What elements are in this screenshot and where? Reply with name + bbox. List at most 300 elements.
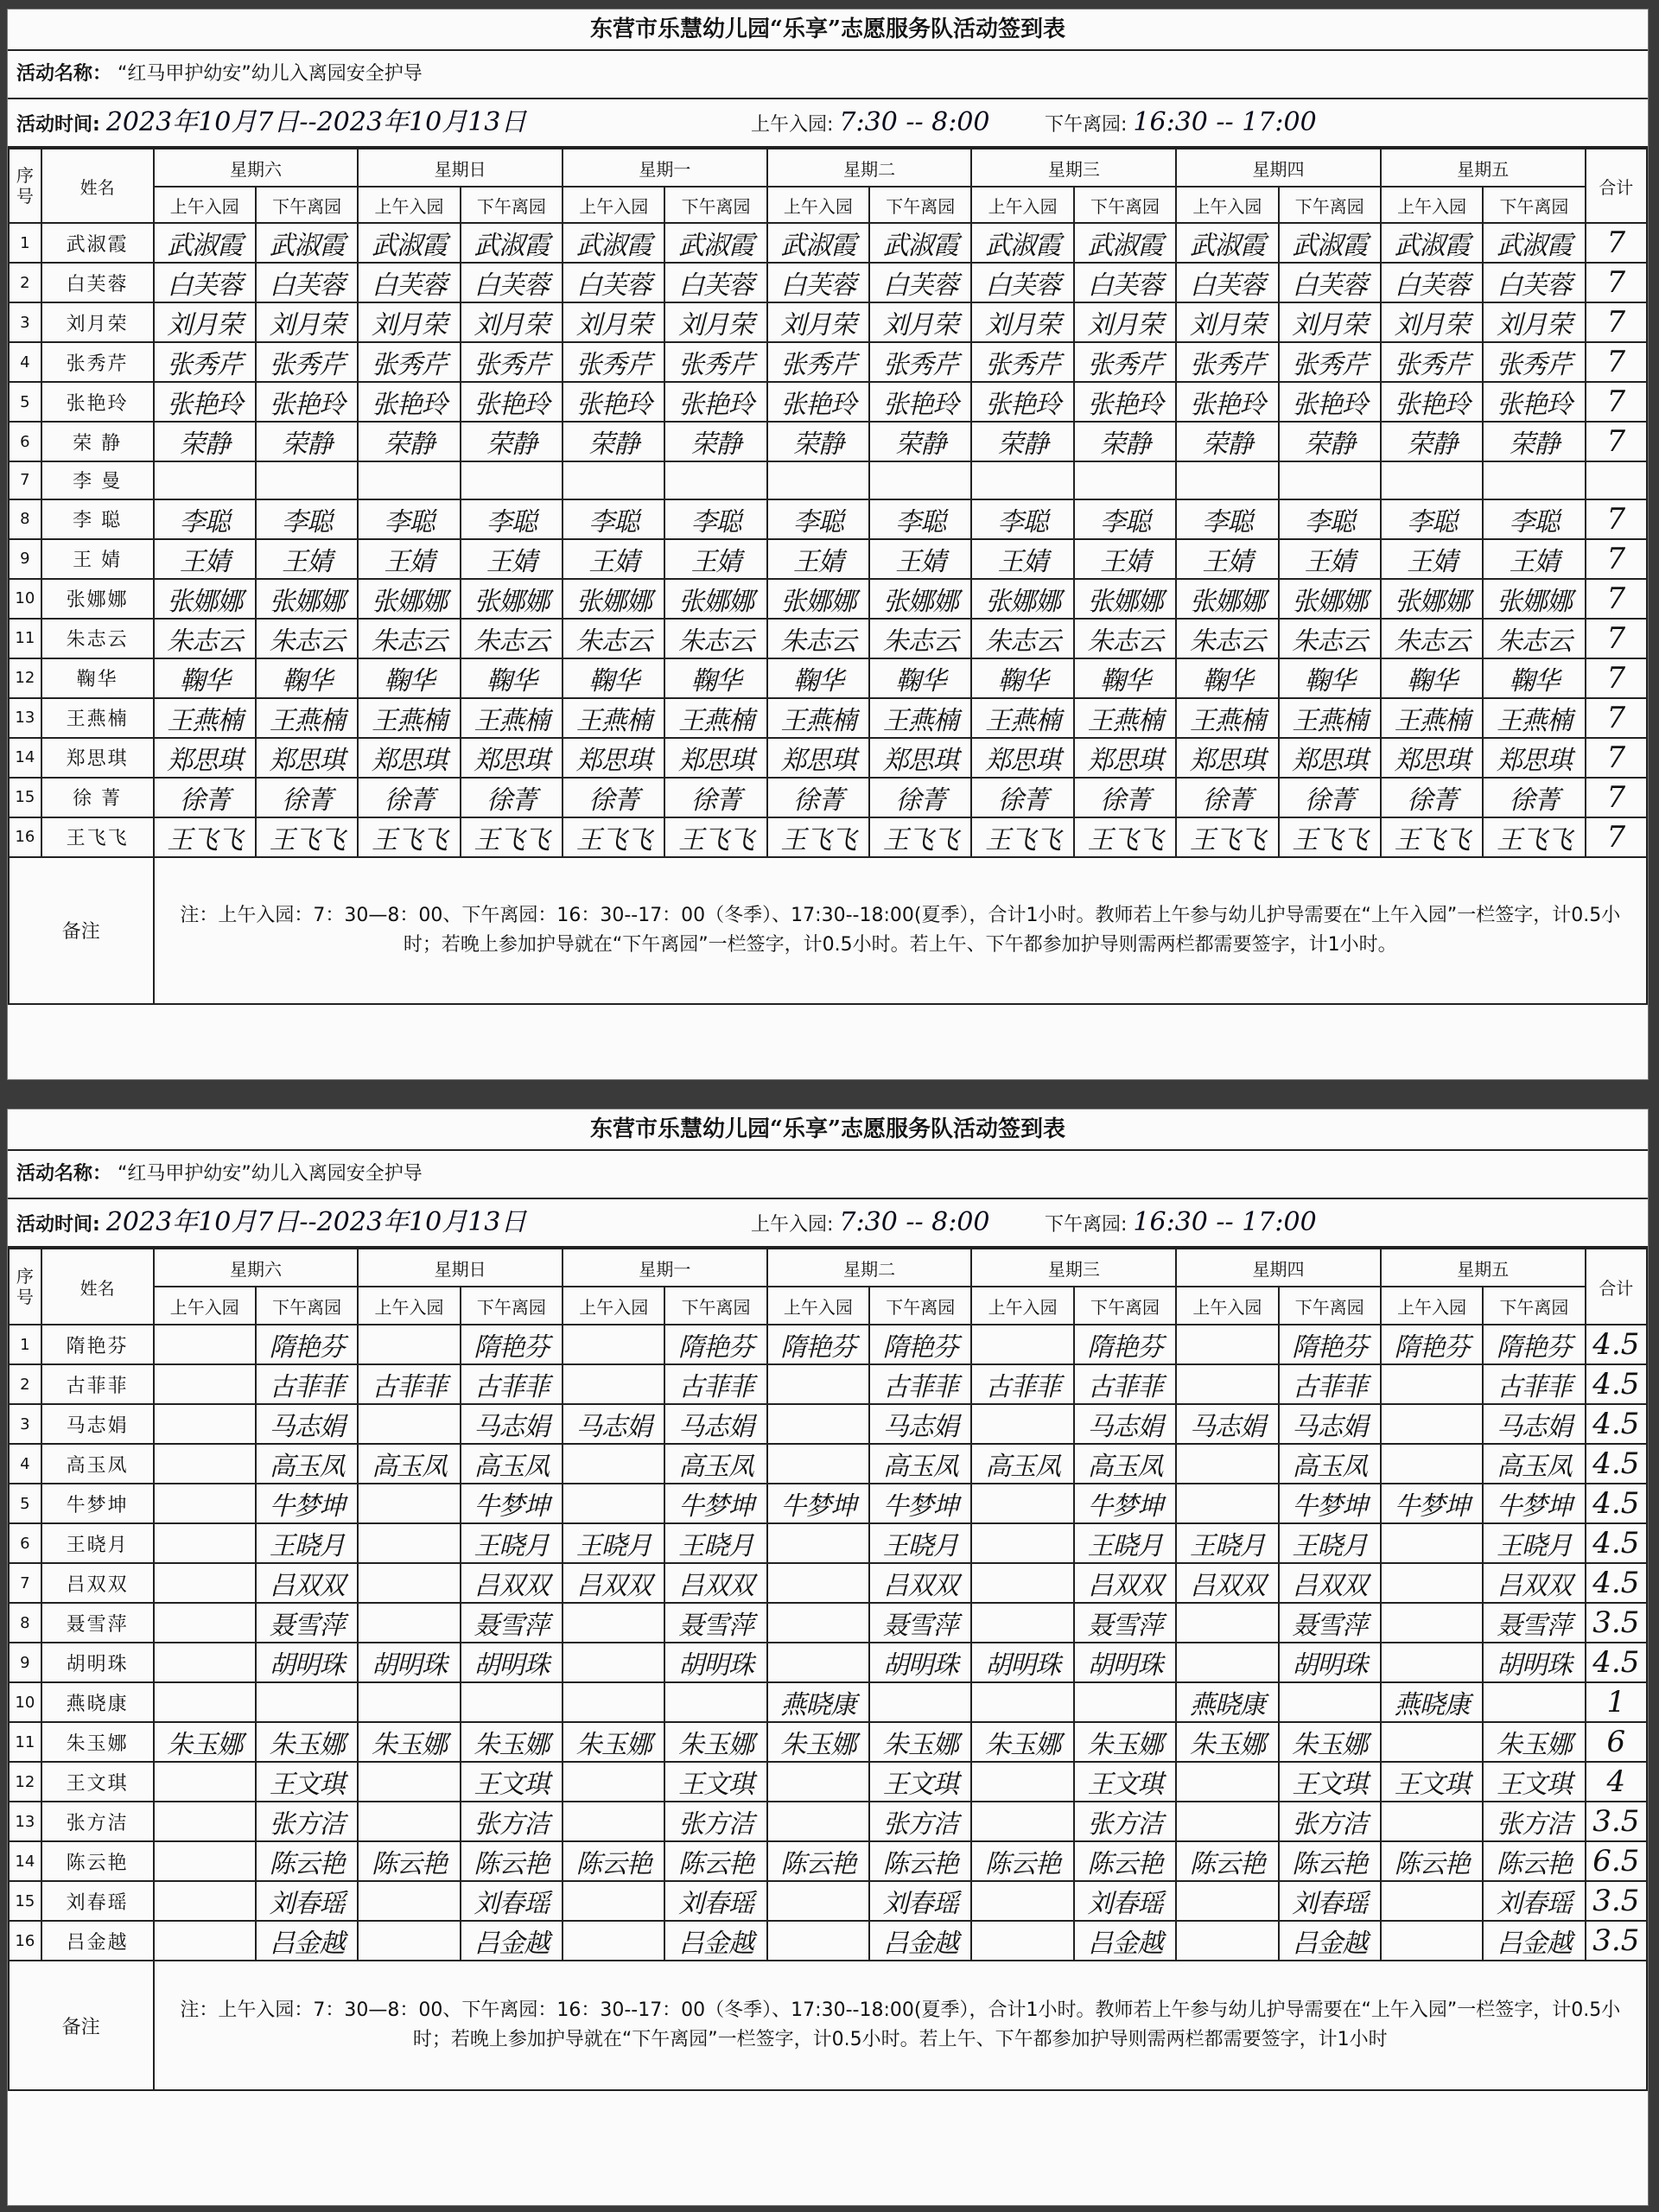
signature: 李聪: [792, 506, 843, 537]
pm-sign-cell: [1483, 1563, 1585, 1603]
am-sign-cell: [767, 499, 869, 539]
pm-header: 下午离园: [664, 1287, 766, 1325]
am-sign-cell: [767, 1682, 869, 1722]
row-name: 朱玉娜: [41, 1722, 154, 1762]
pm-sign-cell: [461, 778, 563, 817]
signature: 张艳玲: [882, 390, 958, 420]
signature: 张艳玲: [575, 390, 652, 420]
signature: 郑思琪: [575, 745, 652, 776]
signature: 刘月荣: [882, 310, 958, 340]
pm-sign-cell: [256, 1523, 358, 1563]
am-sign-cell: [358, 1563, 460, 1603]
remarks-label: 备注: [9, 1961, 154, 2090]
signature: 武淑霞: [780, 231, 856, 261]
pm-header: 下午离园: [869, 1287, 971, 1325]
pm-sign-cell: [461, 1364, 563, 1404]
signature: 隋艳芬: [474, 1332, 550, 1363]
am-sign-cell: [1176, 698, 1278, 738]
signature: 张艳玲: [371, 390, 447, 420]
pm-sign-cell: [1279, 461, 1381, 499]
am-sign-cell: [358, 579, 460, 619]
signature: 李聪: [282, 506, 333, 537]
am-sign-cell: [563, 1643, 664, 1682]
pm-sign-cell: [1483, 738, 1585, 778]
sheet-title: 东营市乐慧幼儿园“乐享”志愿服务队活动签到表: [8, 1109, 1648, 1151]
pm-sign-cell: [664, 658, 766, 698]
pm-sign-cell: [1279, 499, 1381, 539]
row-total: 3.5: [1586, 1881, 1647, 1921]
am-value: 7:30 -- 8:00: [839, 1207, 990, 1237]
row-total: 6: [1586, 1722, 1647, 1762]
pm-sign-cell: [1279, 698, 1381, 738]
am-sign-cell: [1381, 263, 1483, 302]
signature: 张秀芹: [371, 350, 447, 380]
pm-header: 下午离园: [1074, 187, 1176, 223]
pm-sign-cell: [869, 1523, 971, 1563]
pm-header: 下午离园: [1074, 1287, 1176, 1325]
signature: 陈云艳: [1189, 1849, 1265, 1879]
am-sign-cell: [767, 1603, 869, 1643]
remarks-label: 备注: [9, 857, 154, 1004]
table-row: [9, 619, 1647, 658]
time-value: 2023年10月7日--2023年10月13日: [105, 107, 527, 137]
signature: 王婧: [997, 546, 1048, 577]
am-sign-cell: [971, 461, 1073, 499]
am-label: 上午入园:: [751, 1214, 834, 1236]
row-total: 4.5: [1586, 1523, 1647, 1563]
signature: 隋艳芬: [1394, 1332, 1470, 1363]
am-sign-cell: [154, 619, 256, 658]
row-seq: 2: [9, 1364, 41, 1404]
row-seq: 7: [9, 461, 41, 499]
pm-sign-cell: [1483, 1841, 1585, 1881]
signature: 武淑霞: [1394, 231, 1470, 261]
pm-header: 下午离园: [1279, 1287, 1381, 1325]
signature: 郑思琪: [780, 745, 856, 776]
pm-sign-cell: [1483, 1444, 1585, 1484]
pm-sign-cell: [1074, 1523, 1176, 1563]
signature: 朱玉娜: [985, 1730, 1061, 1760]
signature: 张艳玲: [780, 390, 856, 420]
signature: 李聪: [486, 506, 537, 537]
am-sign-cell: [154, 1682, 256, 1722]
pm-sign-cell: [256, 1881, 358, 1921]
am-sign-cell: [154, 499, 256, 539]
signature: 隋艳芬: [269, 1332, 345, 1363]
signature: 王燕楠: [1394, 705, 1470, 736]
pm-sign-cell: [461, 1722, 563, 1762]
am-sign-cell: [563, 382, 664, 422]
table-row: [9, 1444, 1647, 1484]
am-sign-cell: [1381, 499, 1483, 539]
table-row: [9, 1603, 1647, 1643]
signature: 张艳玲: [1189, 390, 1265, 420]
signature: 古菲菲: [678, 1372, 754, 1402]
signature: 王晓月: [1292, 1531, 1368, 1561]
signature: 朱玉娜: [1496, 1730, 1572, 1760]
signature: 白芙蓉: [1292, 270, 1368, 301]
signature: 吕双双: [678, 1571, 754, 1601]
pm-sign-cell: [869, 1643, 971, 1682]
signature: 张艳玲: [985, 390, 1061, 420]
row-total: 1: [1586, 1682, 1647, 1722]
am-sign-cell: [1176, 1841, 1278, 1881]
pm-sign-cell: [256, 1682, 358, 1722]
signature: 陈云艳: [1394, 1849, 1470, 1879]
pm-sign-cell: [1483, 382, 1585, 422]
am-sign-cell: [1381, 1722, 1483, 1762]
day-header: 星期五: [1381, 1249, 1586, 1287]
signature: 吕双双: [882, 1571, 958, 1601]
activity-time-row: [8, 99, 1648, 148]
row-total: 7: [1586, 539, 1647, 579]
am-sign-cell: [154, 1404, 256, 1444]
am-sign-cell: [767, 1643, 869, 1682]
signature: 陈云艳: [575, 1849, 652, 1879]
signature: 王文琪: [269, 1770, 345, 1800]
row-total: 3.5: [1586, 1802, 1647, 1841]
row-total: 7: [1586, 698, 1647, 738]
pm-sign-cell: [461, 461, 563, 499]
signature: 朱玉娜: [474, 1730, 550, 1760]
signature: 王燕楠: [1496, 705, 1572, 736]
remarks-note: 注：上午入园：7：30—8：00、下午离园：16：30--17：00（冬季）、17:30--18:00(夏季），合计1小时。教师若上午参与幼儿护导需要在“上午入园”一栏签字，计0.5小时；若晚上参加护导就在“下午离园”一栏签字，计0.5小时。若上午、下午都参加护导则需两栏都需要签字，计1小时。: [154, 857, 1647, 1004]
signature: 马志娟: [1189, 1412, 1265, 1442]
am-sign-cell: [358, 817, 460, 857]
pm-sign-cell: [1074, 1404, 1176, 1444]
am-sign-cell: [1176, 1364, 1278, 1404]
pm-sign-cell: [1074, 738, 1176, 778]
signature: 古菲菲: [1087, 1372, 1163, 1402]
signature: 吕双双: [269, 1571, 345, 1601]
pm-sign-cell: [461, 579, 563, 619]
row-seq: 8: [9, 499, 41, 539]
signature: 荣静: [690, 429, 741, 460]
am-sign-cell: [971, 1484, 1073, 1523]
signature: 胡明珠: [985, 1650, 1061, 1681]
signature: 陈云艳: [678, 1849, 754, 1879]
table-row: [9, 738, 1647, 778]
signature: 王燕楠: [985, 705, 1061, 736]
signature: 陈云艳: [1087, 1849, 1163, 1879]
pm-sign-cell: [256, 778, 358, 817]
signature: 马志娟: [678, 1412, 754, 1442]
pm-sign-cell: [1483, 619, 1585, 658]
signature: 张娜娜: [167, 586, 243, 617]
signature: 张方洁: [1292, 1809, 1368, 1840]
pm-sign-cell: [1483, 461, 1585, 499]
signature: 徐菁: [1407, 785, 1458, 816]
am-header: 上午入园: [1176, 187, 1278, 223]
am-sign-cell: [563, 1563, 664, 1603]
signature: 刘月荣: [575, 310, 652, 340]
day-header: 星期一: [563, 149, 767, 187]
signature: 王燕楠: [474, 705, 550, 736]
signature: 隋艳芬: [1087, 1332, 1163, 1363]
signature: 郑思琪: [1496, 745, 1572, 776]
signature: 聂雪萍: [1496, 1611, 1572, 1641]
am-sign-cell: [358, 382, 460, 422]
signature: 刘月荣: [1394, 310, 1470, 340]
am-sign-cell: [358, 1921, 460, 1961]
am-sign-cell: [1176, 263, 1278, 302]
am-sign-cell: [1381, 461, 1483, 499]
day-header: 星期六: [154, 1249, 359, 1287]
am-sign-cell: [358, 422, 460, 461]
pm-sign-cell: [869, 302, 971, 342]
signature: 张娜娜: [985, 586, 1061, 617]
signature: 吕金越: [882, 1929, 958, 1959]
am-label: 上午入园:: [751, 114, 834, 136]
pm-sign-cell: [256, 1325, 358, 1364]
row-name: 张娜娜: [41, 579, 154, 619]
am-sign-cell: [563, 342, 664, 382]
day-header: 星期三: [971, 1249, 1176, 1287]
am-sign-cell: [1176, 1603, 1278, 1643]
signature: 古菲菲: [1292, 1372, 1368, 1402]
pm-sign-cell: [1483, 1921, 1585, 1961]
pm-sign-cell: [1483, 1364, 1585, 1404]
pm-sign-cell: [664, 302, 766, 342]
signature: 武淑霞: [474, 231, 550, 261]
signature: 张秀芹: [269, 350, 345, 380]
table-row: [9, 499, 1647, 539]
pm-sign-cell: [461, 1325, 563, 1364]
signature: 朱玉娜: [1292, 1730, 1368, 1760]
am-sign-cell: [971, 422, 1073, 461]
am-sign-cell: [563, 223, 664, 263]
pm-sign-cell: [1074, 1325, 1176, 1364]
pm-sign-cell: [664, 1881, 766, 1921]
am-sign-cell: [971, 302, 1073, 342]
signature: 徐菁: [1100, 785, 1150, 816]
pm-sign-cell: [1074, 1682, 1176, 1722]
table-row: [9, 698, 1647, 738]
pm-sign-cell: [256, 1643, 358, 1682]
day-header: 星期四: [1176, 1249, 1381, 1287]
am-sign-cell: [971, 1841, 1073, 1881]
row-seq: 2: [9, 263, 41, 302]
am-sign-cell: [563, 1523, 664, 1563]
pm-sign-cell: [256, 1802, 358, 1841]
pm-header: 下午离园: [1279, 187, 1381, 223]
signature: 王飞飞: [167, 824, 243, 855]
signature: 张方洁: [269, 1809, 345, 1840]
am-sign-cell: [1381, 1603, 1483, 1643]
am-sign-cell: [1176, 1762, 1278, 1802]
signature: 牛梦坤: [1292, 1491, 1368, 1522]
row-seq: 11: [9, 619, 41, 658]
pm-sign-cell: [1074, 263, 1176, 302]
am-sign-cell: [1176, 382, 1278, 422]
row-total: 7: [1586, 778, 1647, 817]
signature: 王燕楠: [1189, 705, 1265, 736]
pm-sign-cell: [869, 1881, 971, 1921]
row-seq: 10: [9, 1682, 41, 1722]
am-sign-cell: [1381, 342, 1483, 382]
am-sign-cell: [1381, 817, 1483, 857]
am-sign-cell: [563, 1841, 664, 1881]
pm-sign-cell: [1483, 1325, 1585, 1364]
am-sign-cell: [358, 1523, 460, 1563]
signature: 王晓月: [1496, 1531, 1572, 1561]
pm-sign-cell: [256, 263, 358, 302]
activity-name-row: [8, 51, 1648, 99]
am-header: 上午入园: [767, 187, 869, 223]
am-sign-cell: [358, 619, 460, 658]
signature: 王晓月: [1189, 1531, 1265, 1561]
table-row: [9, 461, 1647, 499]
signature: 刘月荣: [985, 310, 1061, 340]
pm-sign-cell: [1279, 1444, 1381, 1484]
pm-sign-cell: [1483, 1484, 1585, 1523]
signature: 鞠华: [1202, 665, 1253, 696]
signature: 吕金越: [1087, 1929, 1163, 1959]
pm-sign-cell: [869, 461, 971, 499]
pm-sign-cell: [461, 302, 563, 342]
pm-sign-cell: [1483, 539, 1585, 579]
signature: 刘春瑶: [474, 1889, 550, 1919]
row-name: 吕双双: [41, 1563, 154, 1603]
signature: 李聪: [1100, 506, 1150, 537]
pm-sign-cell: [1279, 658, 1381, 698]
am-sign-cell: [1381, 619, 1483, 658]
signature: 高玉凤: [1496, 1452, 1572, 1482]
row-name: 李 曼: [41, 461, 154, 499]
am-sign-cell: [767, 1325, 869, 1364]
signature: 古菲菲: [474, 1372, 550, 1402]
signature: 张娜娜: [575, 586, 652, 617]
row-total: 4.5: [1586, 1444, 1647, 1484]
pm-sign-cell: [1074, 499, 1176, 539]
am-sign-cell: [971, 539, 1073, 579]
pm-sign-cell: [664, 1444, 766, 1484]
am-sign-cell: [563, 738, 664, 778]
row-name: 王飞飞: [41, 817, 154, 857]
pm-sign-cell: [664, 1325, 766, 1364]
signature: 陈云艳: [780, 1849, 856, 1879]
am-sign-cell: [767, 539, 869, 579]
pm-sign-cell: [664, 698, 766, 738]
am-sign-cell: [1176, 1444, 1278, 1484]
signature: 白芙蓉: [985, 270, 1061, 301]
am-sign-cell: [1381, 223, 1483, 263]
am-sign-cell: [767, 422, 869, 461]
pm-sign-cell: [1074, 1563, 1176, 1603]
table-row: [9, 1921, 1647, 1961]
am-sign-cell: [154, 539, 256, 579]
signature: 隋艳芬: [1496, 1332, 1572, 1363]
signature: 马志娟: [575, 1412, 652, 1442]
table-row: [9, 1802, 1647, 1841]
signature: 朱志云: [1496, 626, 1572, 657]
signature: 徐菁: [997, 785, 1048, 816]
pm-sign-cell: [461, 698, 563, 738]
row-name: 马志娟: [41, 1404, 154, 1444]
signature: 武淑霞: [269, 231, 345, 261]
row-seq: 7: [9, 1563, 41, 1603]
am-sign-cell: [563, 778, 664, 817]
am-sign-cell: [767, 1762, 869, 1802]
pm-sign-cell: [869, 1484, 971, 1523]
row-total: 4.5: [1586, 1404, 1647, 1444]
am-sign-cell: [1381, 1404, 1483, 1444]
am-sign-cell: [971, 1722, 1073, 1762]
table-row: [9, 302, 1647, 342]
seq-header: 序号: [9, 149, 41, 223]
signature: 吕双双: [1087, 1571, 1163, 1601]
am-sign-cell: [1381, 579, 1483, 619]
pm-sign-cell: [869, 1722, 971, 1762]
signature: 隋艳芬: [678, 1332, 754, 1363]
row-seq: 4: [9, 342, 41, 382]
am-sign-cell: [1381, 1802, 1483, 1841]
row-total: 7: [1586, 658, 1647, 698]
signature: 张艳玲: [474, 390, 550, 420]
am-sign-cell: [1381, 422, 1483, 461]
pm-sign-cell: [1483, 1682, 1585, 1722]
signature: 武淑霞: [1496, 231, 1572, 261]
signature: 刘月荣: [1496, 310, 1572, 340]
pm-sign-cell: [1074, 1841, 1176, 1881]
signature: 聂雪萍: [678, 1611, 754, 1641]
signature: 李聪: [895, 506, 946, 537]
signature: 张艳玲: [678, 390, 754, 420]
pm-sign-cell: [869, 263, 971, 302]
am-sign-cell: [1176, 1523, 1278, 1563]
row-total: 3.5: [1586, 1921, 1647, 1961]
signature: 牛梦坤: [780, 1491, 856, 1522]
row-seq: 10: [9, 579, 41, 619]
am-sign-cell: [154, 382, 256, 422]
pm-sign-cell: [256, 1722, 358, 1762]
pm-sign-cell: [1279, 1563, 1381, 1603]
pm-sign-cell: [256, 422, 358, 461]
am-sign-cell: [154, 1444, 256, 1484]
am-sign-cell: [1381, 1762, 1483, 1802]
signature: 刘春瑶: [678, 1889, 754, 1919]
am-sign-cell: [767, 579, 869, 619]
pm-sign-cell: [1279, 1921, 1381, 1961]
signature: 王晓月: [575, 1531, 652, 1561]
pm-sign-cell: [461, 658, 563, 698]
signature: 张娜娜: [1189, 586, 1265, 617]
pm-value: 16:30 -- 17:00: [1133, 1207, 1317, 1237]
am-sign-cell: [1176, 1643, 1278, 1682]
pm-sign-cell: [1279, 1841, 1381, 1881]
am-sign-cell: [358, 1682, 460, 1722]
signature: 王飞飞: [575, 824, 652, 855]
signature: 吕双双: [1496, 1571, 1572, 1601]
pm-sign-cell: [1483, 223, 1585, 263]
pm-sign-cell: [1483, 342, 1585, 382]
am-sign-cell: [563, 579, 664, 619]
signature: 鞠华: [1407, 665, 1458, 696]
am-sign-cell: [971, 1802, 1073, 1841]
pm-sign-cell: [1279, 382, 1381, 422]
row-name: 牛梦坤: [41, 1484, 154, 1523]
signature: 刘月荣: [1292, 310, 1368, 340]
am-sign-cell: [358, 1762, 460, 1802]
signature: 吕双双: [474, 1571, 550, 1601]
signature: 张艳玲: [1394, 390, 1470, 420]
signature: 白芙蓉: [882, 270, 958, 301]
am-sign-cell: [563, 1603, 664, 1643]
am-sign-cell: [971, 223, 1073, 263]
am-sign-cell: [154, 1325, 256, 1364]
signature: 古菲菲: [985, 1372, 1061, 1402]
row-seq: 5: [9, 1484, 41, 1523]
